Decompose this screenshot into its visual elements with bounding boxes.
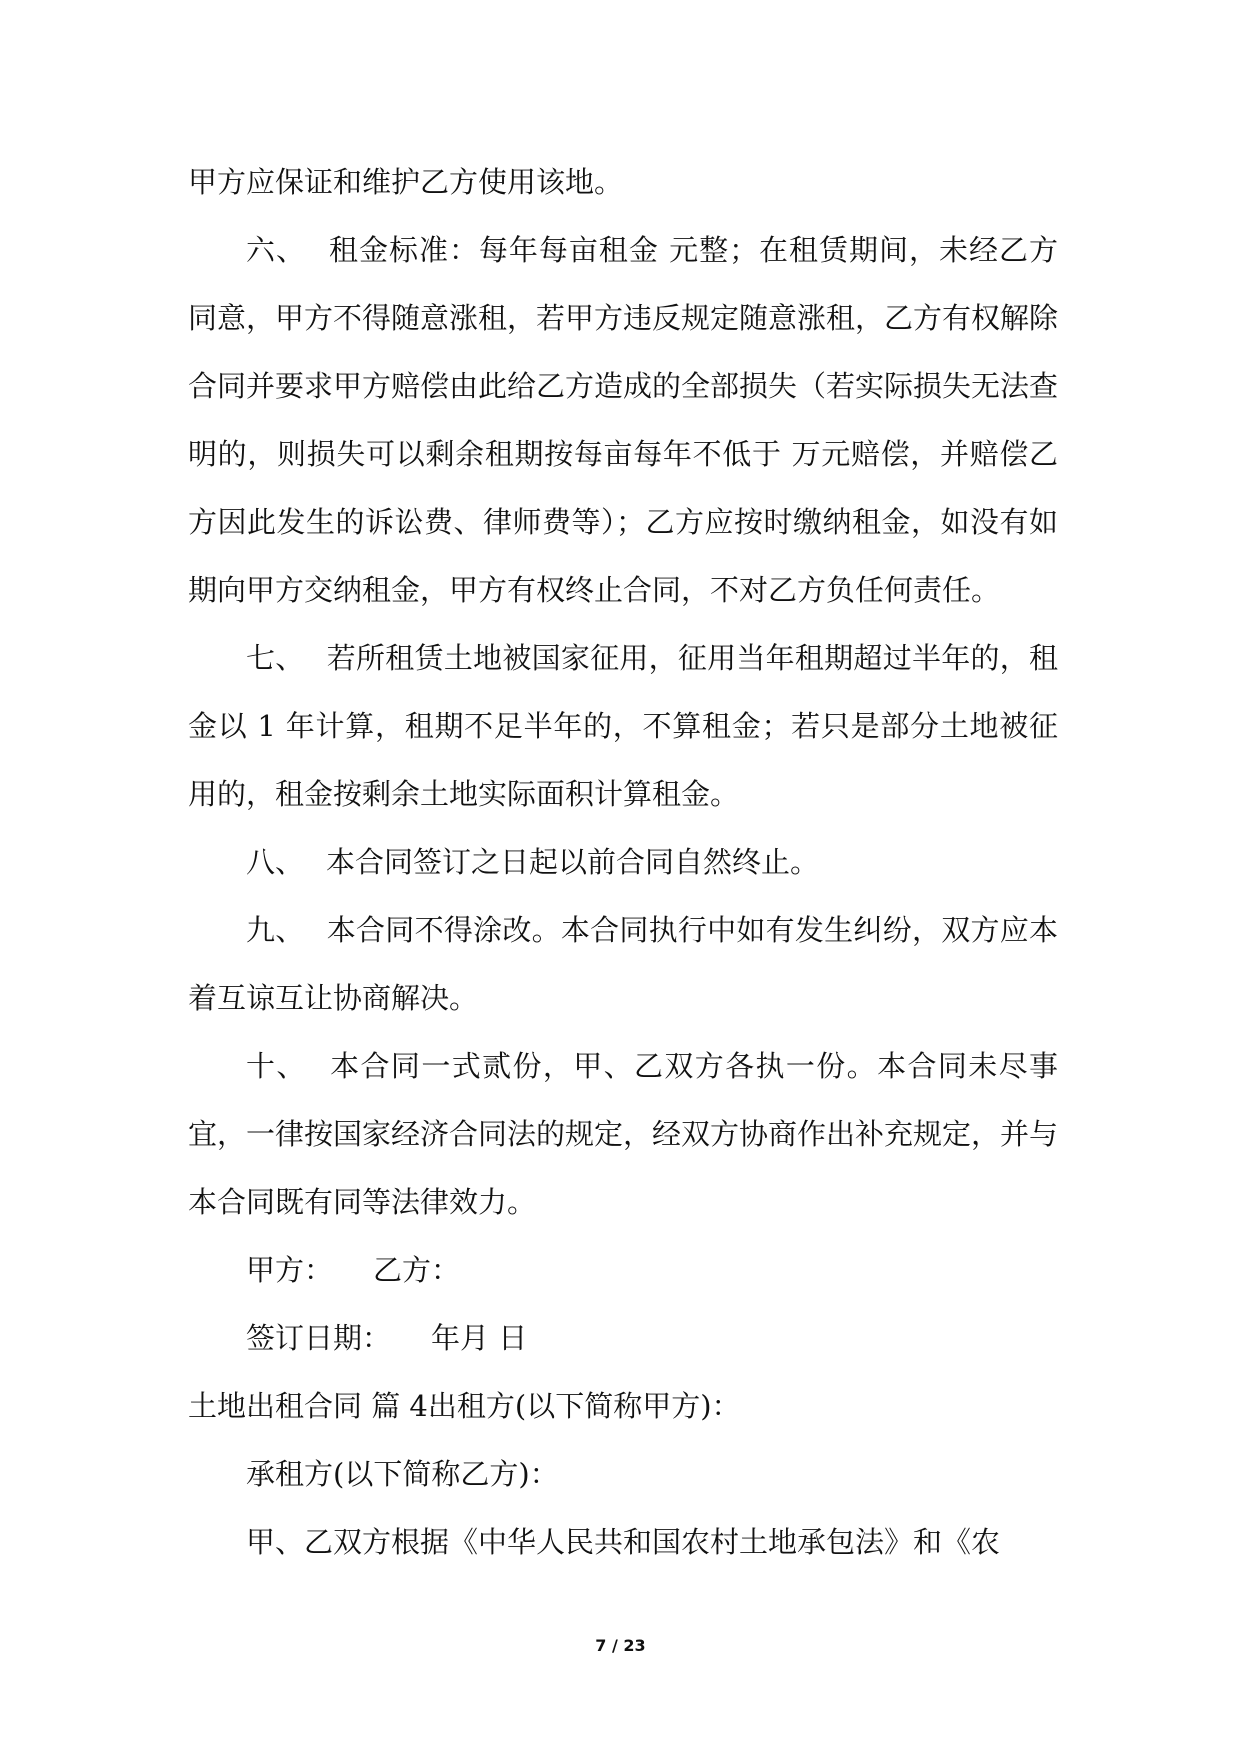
signature-date <box>188 1304 1058 1372</box>
clause-number: 八、 <box>246 845 305 879</box>
clause-6 <box>188 216 1058 624</box>
clause-10 <box>188 1032 1058 1236</box>
section-heading-line <box>188 1372 1058 1440</box>
clause-9 <box>188 896 1058 1032</box>
party-a-label: 甲方： <box>246 1253 334 1287</box>
clause-text: 本合同一式贰份，甲、乙双方各执一份。本合同未尽事宜，一律按国家经济合同法的规定，经双方协商作出补充规定，并与本合同既有同等法律效力。 <box>188 1049 1059 1219</box>
clause-text: 本合同签订之日起以前合同自然终止。 <box>326 845 820 879</box>
clause-number: 十、 <box>246 1049 307 1083</box>
page-number: 7 / 23 <box>595 1636 646 1655</box>
lessor-label: 出租方(以下简称甲方)： <box>427 1389 741 1423</box>
paragraph-continuation: 甲方应保证和维护乙方使用该地。 <box>188 165 624 199</box>
lessee-label: 承租方(以下简称乙方)： <box>246 1457 559 1491</box>
section-title: 土地出租合同 篇 4 <box>188 1389 428 1423</box>
date-value: 年月 日 <box>431 1321 528 1355</box>
clause-number: 七、 <box>246 641 305 675</box>
section-intro: 甲、乙双方根据《中华人民共和国农村土地承包法》和《农 <box>246 1525 1001 1559</box>
clause-text: 若所租赁土地被国家征用，征用当年租期超过半年的，租金以 1 年计算，租期不足半年的，不算租金；若只是部分土地被征用的，租金按剩余土地实际面积计算租金。 <box>188 641 1058 811</box>
signature-parties <box>188 1236 1058 1304</box>
document-body <box>188 148 1058 1576</box>
date-label: 签订日期： <box>246 1321 392 1355</box>
clause-text: 本合同不得涂改。本合同执行中如有发生纠纷，双方应本着互谅互让协商解决。 <box>188 913 1058 1015</box>
clause-number: 六、 <box>246 233 306 267</box>
party-b-label: 乙方： <box>373 1253 461 1287</box>
clause-number: 九、 <box>246 913 305 947</box>
clause-text: 租金标准：每年每亩租金 元整；在租赁期间，未经乙方同意，甲方不得随意涨租，若甲方违反规定随意涨租，乙方有权解除合同并要求甲方赔偿由此给乙方造成的全部损失（若实际损失无法查明的，则损失可以剩余租期按每亩每年不低于 万元赔偿，并赔偿乙方因此发生的诉讼费、律师费等）；乙方应按时缴纳租金，如没有如期向甲方交纳租金，甲方有权终止合同，不对乙方负任何责任。 <box>188 233 1059 607</box>
clause-8 <box>188 828 1058 896</box>
clause-7 <box>188 624 1058 828</box>
